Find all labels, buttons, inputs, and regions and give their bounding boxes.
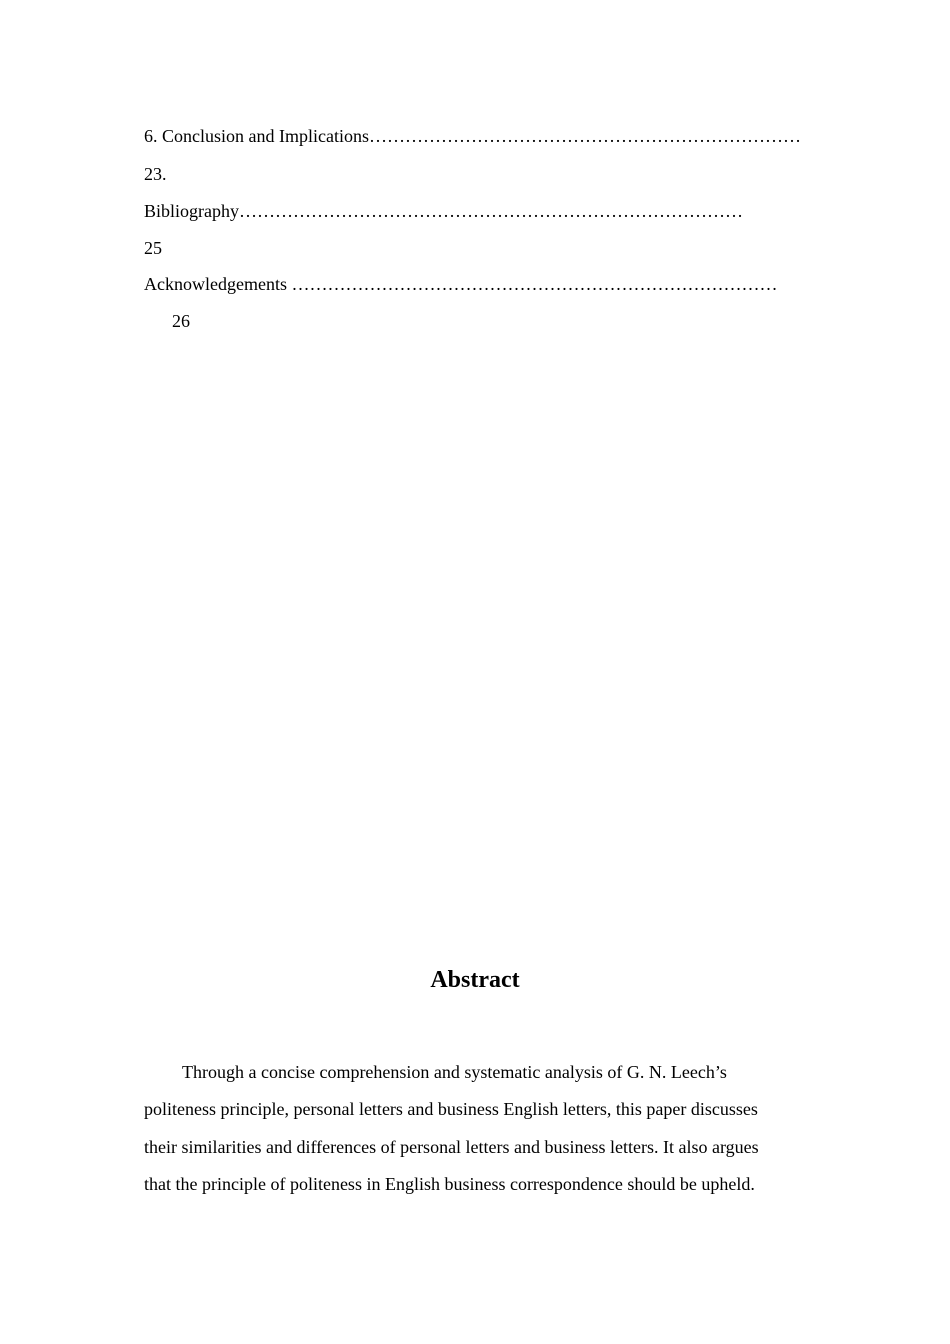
abstract-line: Through a concise comprehension and systematic analysis of G. N. Leech’s (182, 1062, 727, 1082)
toc-entry-page-number: 25 (144, 238, 162, 258)
abstract-line: that the principle of politeness in English business correspondence should be upheld. (144, 1173, 755, 1194)
toc-entry-conclusion (144, 125, 801, 147)
abstract-heading: Abstract (430, 967, 520, 993)
toc-leader-dots: ……………………………………………………………………… (291, 274, 778, 294)
toc-leader-dots: ……………………………………………………………… (368, 126, 801, 146)
abstract-paragraph (144, 1054, 806, 1203)
toc-entry-bibliography (144, 200, 743, 222)
toc-entry-title: Acknowledgements (144, 274, 292, 294)
toc-entry-page-number: 23. (144, 164, 167, 184)
abstract-line: politeness principle, personal letters and business English letters, this paper discusses (144, 1099, 758, 1120)
toc-entry-title: Bibliography (144, 201, 239, 221)
toc-leader-dots: ………………………………………………………………………… (239, 201, 743, 221)
toc-entry-acknowledgements (144, 273, 777, 295)
toc-entry-title: 6. Conclusion and Implications (144, 126, 369, 146)
abstract-line: their similarities and differences of personal letters and business letters. It also argues (144, 1136, 759, 1157)
toc-entry-page-number: 26 (172, 311, 190, 331)
